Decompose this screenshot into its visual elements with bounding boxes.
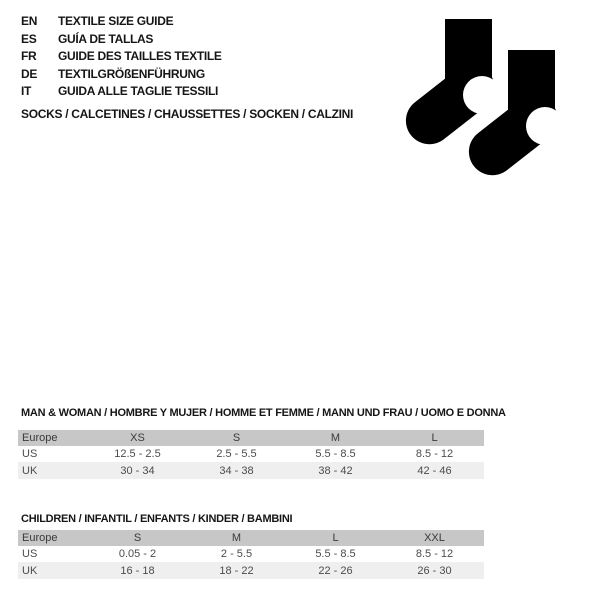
language-code: ES <box>21 31 37 46</box>
language-label: GUIDA ALLE TAGLIE TESSILI <box>58 84 219 99</box>
socks-icon <box>400 10 580 190</box>
size-cell: 42 - 46 <box>385 462 484 479</box>
adult-table-title: MAN & WOMAN / HOMBRE Y MUJER / HOMME ET FEMME / MANN UND FRAU / UOMO E DONNA <box>21 407 506 419</box>
size-cell: 26 - 30 <box>385 562 484 579</box>
language-row-es <box>21 31 222 49</box>
adult-size-table <box>18 430 484 479</box>
table-row <box>18 462 484 479</box>
size-cell: 5.5 - 8.5 <box>315 448 356 460</box>
language-row-fr <box>21 48 222 66</box>
children-header-row <box>18 530 484 546</box>
category-title: SOCKS / CALCETINES / CHAUSSETTES / SOCKEN / CALZINI <box>21 107 354 121</box>
size-cell: 8.5 - 12 <box>415 448 454 460</box>
language-code: IT <box>21 84 32 99</box>
size-cell: 5.5 - 8.5 <box>315 548 356 560</box>
column-header: Europe <box>18 530 88 546</box>
column-header: M <box>286 430 385 446</box>
language-code: DE <box>21 66 38 81</box>
table-row <box>18 446 484 462</box>
size-cell: 0.05 - 2 <box>118 548 157 560</box>
column-header: S <box>187 430 286 446</box>
row-label: UK <box>18 562 88 579</box>
language-label: TEXTILGRÖßENFÜHRUNG <box>58 66 205 81</box>
size-cell: 38 - 42 <box>286 462 385 479</box>
column-header: L <box>286 530 385 546</box>
size-cell: 2 - 5.5 <box>220 548 253 560</box>
column-header: XS <box>88 430 187 446</box>
size-cell: 34 - 38 <box>187 462 286 479</box>
language-code: FR <box>21 49 37 64</box>
children-size-table <box>18 530 484 579</box>
size-cell: 16 - 18 <box>88 562 187 579</box>
column-header: S <box>88 530 187 546</box>
language-list <box>21 13 222 101</box>
language-label: GUIDE DES TAILLES TEXTILE <box>58 49 222 64</box>
language-label: TEXTILE SIZE GUIDE <box>58 14 174 28</box>
row-label: US <box>22 448 38 460</box>
table-row <box>18 546 484 562</box>
column-header: XXL <box>385 530 484 546</box>
size-cell: 8.5 - 12 <box>415 548 454 560</box>
column-header: L <box>385 430 484 446</box>
size-cell: 18 - 22 <box>187 562 286 579</box>
row-label: UK <box>18 462 88 479</box>
language-label: GUÍA DE TALLAS <box>58 31 154 46</box>
size-cell: 12.5 - 2.5 <box>114 448 161 460</box>
row-label: US <box>22 548 38 560</box>
size-cell: 2.5 - 5.5 <box>216 448 257 460</box>
table-row <box>18 562 484 579</box>
column-header: Europe <box>18 430 88 446</box>
language-row-it <box>21 83 222 101</box>
size-cell: 30 - 34 <box>88 462 187 479</box>
language-row-en <box>21 13 222 31</box>
children-table-title: CHILDREN / INFANTIL / ENFANTS / KINDER / BAMBINI <box>21 513 293 525</box>
adult-header-row <box>18 430 484 446</box>
language-row-de <box>21 66 222 84</box>
size-cell: 22 - 26 <box>286 562 385 579</box>
column-header: M <box>187 530 286 546</box>
language-code: EN <box>21 14 38 28</box>
